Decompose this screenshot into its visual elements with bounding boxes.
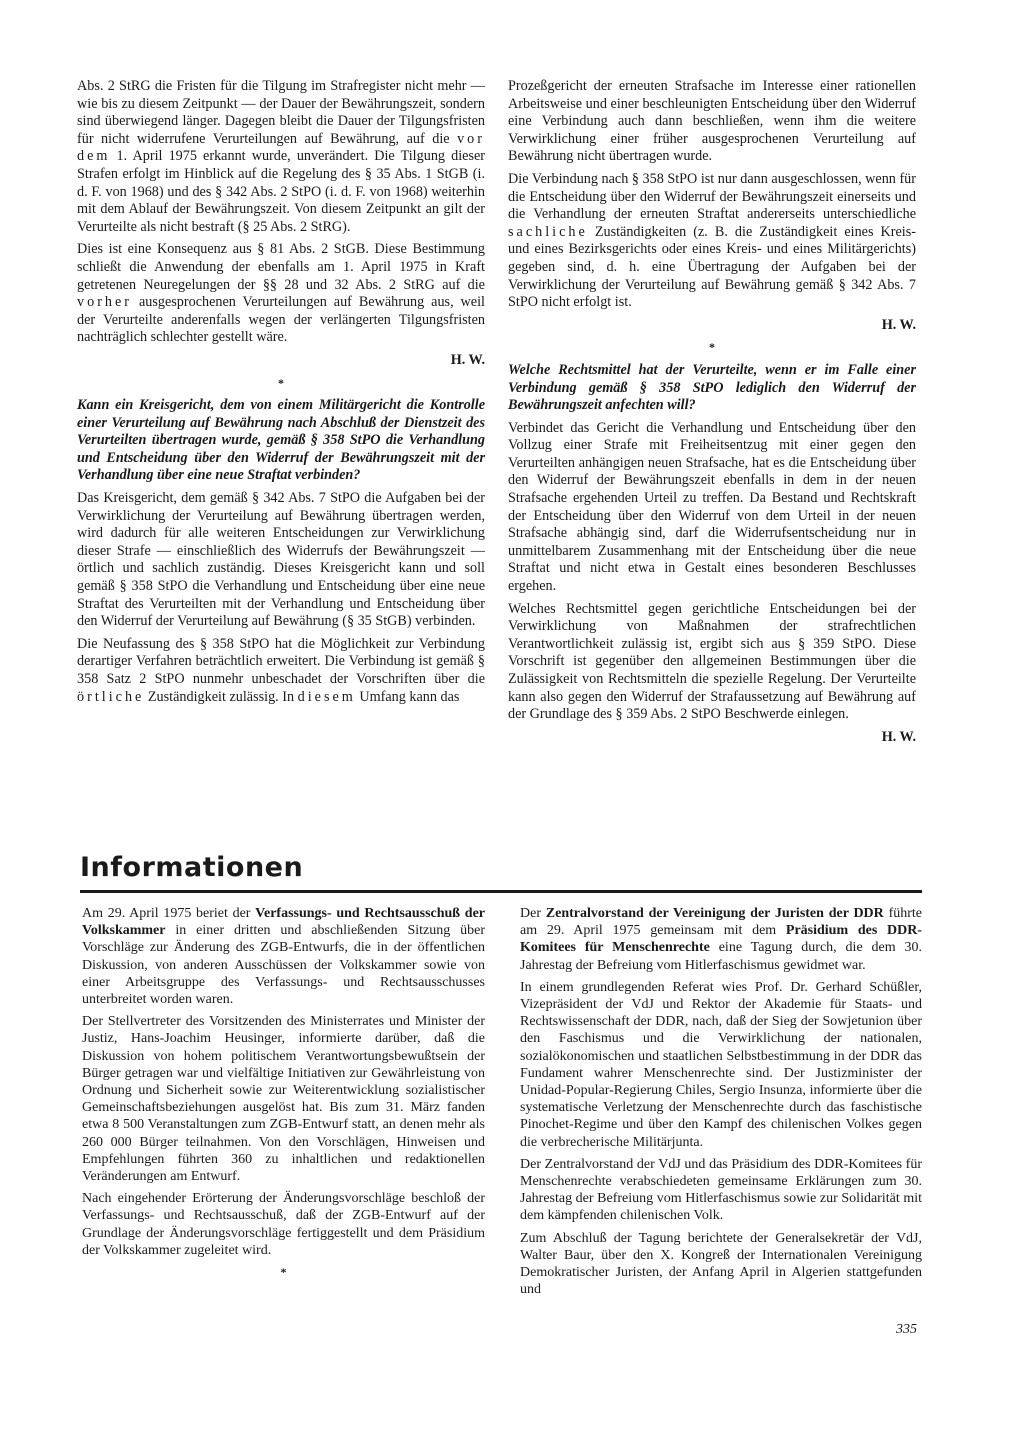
- paragraph: Abs. 2 StRG die Fristen für die Tilgung im Strafregister nicht mehr — wie bis zu diesem Zeitpunkt — der Dauer der Bewährungszeit, sondern sind überwiegend länger. Dagegen bleibt die Dauer der Tilgungsfristen für nicht widerrufene Verurteilungen auf Bewährung, auf die vor dem 1. April 1975 erkannt wurde, unverändert. Die Tilgung dieser Strafen erfolgt im Hinblick auf die Regelung des § 35 Abs. 1 StGB (i. d. F. von 1968) und des § 342 Abs. 2 StPO (i. d. F. von 1968) weiterhin mit dem Ablauf der Bewährungszeit. Von diesem Zeitpunkt an gilt der Verurteilte als nicht bestraft (§ 25 Abs. 2 StRG).: [77, 78, 485, 235]
- paragraph: Dies ist eine Konsequenz aus § 81 Abs. 2 StGB. Diese Bestimmung schließt die Anwendung der ebenfalls am 1. April 1975 in Kraft getretenen Neuregelungen der §§ 28 und 32 Abs. 2 StRG auf die vorher ausgesprochenen Verurteilungen auf Bewährung aus, weil der Verurteilte anderenfalls wegen der verlängerten Tilgungsfristen nachträglich schlechter gestellt wäre.: [77, 241, 485, 346]
- paragraph: Welches Rechtsmittel gegen gerichtliche Entscheidungen bei der Verwirklichung von Maßnahmen der strafrechtlichen Verantwortlichkeit zulässig ist, ergibt sich aus § 359 StPO. Diese Vorschrift ist gegenüber den allgemeinen Bestimmungen über die Zulässigkeit von Rechtsmitteln die spezielle Regelung. Der Verurteilte kann also gegen den Widerruf der Strafaussetzung auf Bewährung auf der Grundlage des § 359 Abs. 2 StPO Beschwerde einlegen.: [508, 600, 916, 723]
- paragraph: Prozeßgericht der erneuten Strafsache im Interesse einer rationellen Arbeitsweise und einer beschleunigten Entscheidung über den Widerruf eine Verbindung auch dann beschließen, wenn ihm die weitere Verwirklichung einer früher ausgesprochenen Verurteilung auf Bewährung nicht übertragen wurde.: [508, 78, 916, 165]
- paragraph: In einem grundlegenden Referat wies Prof. Dr. Gerhard Schüßler, Vizepräsident der VdJ und Rektor der Akademie für Staats- und Rechtswissenschaft der DDR, nach, daß der Sieg der Sowjetunion über den Faschismus und die Verwirklichung der nationalen, sozialökonomischen und staatlichen Selbstbestimmung in der DDR das Fundament wahrer Menschenrechte sind. Der Justizminister der Unidad-Popular-Regierung Chiles, Sergio Insunza, informierte über die systematische Verletzung der Menschenrechte durch das faschistische Pinochet-Regime und über den Kampf des chilenischen Volkes gegen die verbrecherische Militärjunta.: [520, 979, 922, 1150]
- paragraph: Der Stellvertreter des Vorsitzenden des Ministerrates und Minister der Justiz, Hans-Joachim Heusinger, informierte darüber, daß die Diskussion von hohem politischem Verantwortungsbewußtsein der Bürger getragen war und vielfältige Initiativen zur Gewährleistung von Ordnung und Sicherheit sowie zur Weiterentwicklung sozialistischer Gemeinschaftsbeziehungen ausgelöst hat. Bis zum 31. März fanden etwa 8 500 Veranstaltungen zum ZGB-Entwurf statt, an denen mehr als 260 000 Bürger teilnahmen. Von den Vorschlägen, Hinweisen und Empfehlungen führten 360 zu inhaltlichen und redaktionellen Veränderungen am Entwurf.: [82, 1014, 485, 1185]
- section-divider: [80, 890, 922, 893]
- top-left-column: [77, 78, 485, 711]
- bold-text: Verfassungs- und Rechtsausschuß der Volkskammer: [82, 906, 485, 939]
- page-number: 335: [896, 1322, 917, 1337]
- author-signature: H. W.: [450, 351, 485, 368]
- paragraph: Nach eingehender Erörterung der Änderungsvorschläge beschloß der Verfassungs- und Rechtsausschuß, daß der ZGB-Entwurf auf der Grundlage der Änderungsvorschläge fertiggestellt und dem Präsidium der Volkskammer zugeleitet wird.: [82, 1191, 485, 1258]
- paragraph: Die Verbindung nach § 358 StPO ist nur dann ausgeschlossen, wenn für die Entscheidung über den Widerruf der Bewährungszeit einerseits und die Verhandlung der erneuten Straftat andererseits unterschiedliche sachliche Zuständigkeiten (z. B. die Zuständigkeit eines Kreis- und eines Bezirksgerichts oder eines Kreis- und eines Militärgerichts) gegeben sind, d. h. eine Übertragung der Aufgaben bei der Verwirklichung der Verurteilung auf Bewährung gemäß § 342 Abs. 7 StPO nicht erfolgt ist.: [508, 170, 916, 311]
- paragraph: Zum Abschluß der Tagung berichtete der Generalsekretär der VdJ, Walter Baur, über den X. Kongreß der Internationalen Vereinigung Demokratischer Juristen, der Anfang April in Algerien stattgefunden und: [520, 1230, 922, 1298]
- spaced-text: sachliche: [508, 223, 588, 240]
- spaced-text: örtliche: [77, 688, 145, 705]
- paragraph: Der Zentralvorstand der Vereinigung der Juristen der DDR führte am 29. April 1975 gemeinsam mit dem Präsidium des DDR-Komitees für Menschenrechte eine Tagung durch, die dem 30. Jahrestag der Befreiung vom Hitlerfaschismus gewidmet war.: [520, 906, 922, 973]
- section-heading: Informationen: [80, 852, 304, 883]
- separator-star: *: [280, 1265, 287, 1280]
- question-heading: Welche Rechtsmittel hat der Verurteilte, wenn er im Falle einer Verbindung gemäß § 358 StPO lediglich den Widerruf der Bewährungszeit anfechten will?: [508, 361, 916, 414]
- separator-star: *: [709, 340, 715, 355]
- paragraph: Der Zentralvorstand der VdJ und das Präsidium des DDR-Komitees für Menschenrechte verabschiedeten gemeinsame Erklärungen zum 30. Jahrestag der Befreiung vom Hitlerfaschismus sowie zur Solidarität mit dem kämpfenden chilenischen Volk.: [520, 1156, 922, 1224]
- bottom-right-column: [520, 905, 922, 1303]
- paragraph: Die Neufassung des § 358 StPO hat die Möglichkeit zur Verbindung derartiger Verfahren beträchtlich erweitert. Die Verbindung ist gemäß § 358 Satz 2 StPO nunmehr unbeschadet der Vorschriften über die örtliche Zuständigkeit zulässig. In diesem Umfang kann das: [77, 635, 485, 705]
- bold-text: Präsidium des DDR-Komitees für Menschenrechte: [520, 923, 922, 956]
- paragraph: Am 29. April 1975 beriet der Verfassungs- und Rechtsausschuß der Volkskammer in einer dritten und abschließenden Sitzung über Vorschläge zur Änderung des ZGB-Entwurfs, die in der öffentlichen Diskussion, von anderen Ausschüssen der Volkskammer sowie von einer Arbeitsgruppe des Verfassungs- und Rechtsausschusses unterbreitet worden waren.: [82, 906, 485, 1008]
- spaced-text: diesem: [297, 688, 356, 705]
- spaced-text: vor dem: [77, 130, 485, 165]
- top-right-column: [508, 78, 916, 751]
- author-signature: H. W.: [881, 316, 916, 333]
- paragraph: Das Kreisgericht, dem gemäß § 342 Abs. 7 StPO die Aufgaben bei der Verwirklichung der Verurteilung auf Bewährung übertragen werden, wird dadurch für alle weiteren Entscheidungen zur Verwirklichung dieser Strafe — einschließlich des Widerrufs der Bewährungszeit — örtlich und sachlich zuständig. Dieses Kreisgericht kann und soll gemäß § 358 StPO die Verhandlung und Entscheidung über eine neue Straftat des Verurteilten mit der Verhandlung und Entscheidung über den Widerruf der Verurteilung auf Bewährung (§ 35 StGB) verbinden.: [77, 490, 485, 630]
- question-heading: Kann ein Kreisgericht, dem von einem Militärgericht die Kontrolle einer Verurteilung auf Bewährung nach Abschluß der Dienstzeit des Verurteilten übertragen wurde, gemäß § 358 StPO die Verhandlung und Entscheidung über den Widerruf der Bewährungszeit mit der Verhandlung über eine neue Straftat verbinden?: [77, 397, 485, 484]
- bottom-left-column: [82, 905, 485, 1286]
- author-signature: H. W.: [881, 728, 916, 745]
- paragraph: Verbindet das Gericht die Verhandlung und Entscheidung über den Vollzug einer Strafe mit Freiheitsentzug mit einer gegen den Verurteilten anhängigen neuen Strafsache, hat es die Entscheidung über den Widerruf der Bewährungszeit ebenfalls in dem in der neuen Strafsache ergehenden Urteil zu treffen. Da Bestand und Rechtskraft der Entscheidung über den Widerruf von dem Urteil in der neuen Strafsache abhängig sind, darf die Widerrufsentscheidung nur in unmittelbarem Zusammenhang mit der Entscheidung über die neue Straftat und nicht etwa in Gestalt eines besonderen Beschlusses ergehen.: [508, 419, 916, 595]
- bold-text: Zentralvorstand der Vereinigung der Juristen der DDR: [545, 906, 884, 921]
- spaced-text: vorher: [77, 294, 133, 311]
- separator-star: *: [278, 375, 284, 390]
